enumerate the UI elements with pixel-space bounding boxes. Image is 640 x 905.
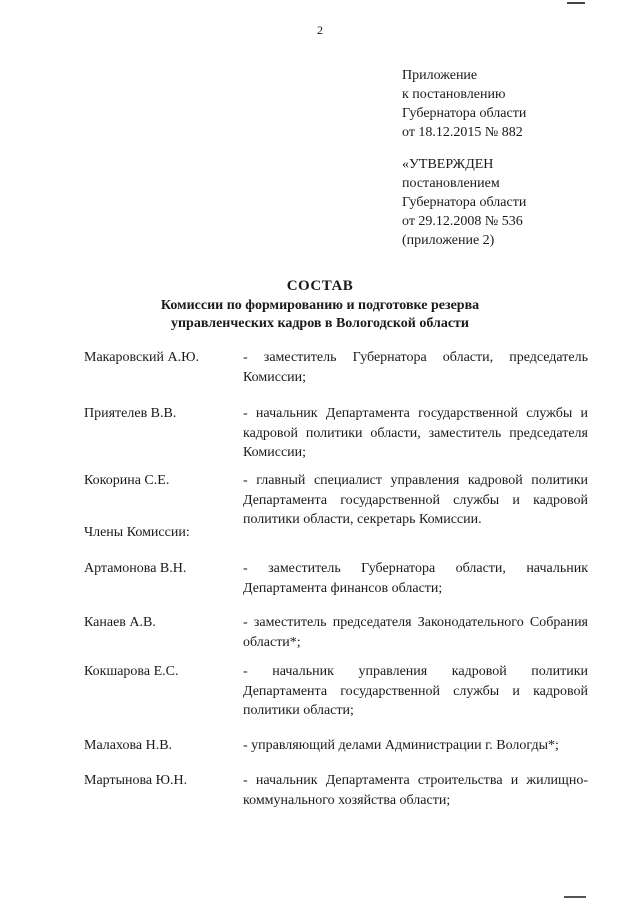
approved-line: «УТВЕРЖДЕН [402, 157, 494, 172]
member-role: - заместитель председателя Законодательного Собрания области*; [243, 615, 588, 650]
approved-line: постановлением [402, 176, 500, 191]
approved-block [402, 155, 526, 250]
document-title [0, 276, 640, 333]
appendix-line: Приложение [402, 68, 478, 83]
member-role: - заместитель Губернатора области, председатель Комиссии; [243, 350, 588, 385]
approved-line: (приложение 2) [402, 233, 495, 248]
page-number: 2 [317, 23, 323, 37]
member-role: - управляющий делами Администрации г. Вологды*; [243, 738, 559, 753]
member-role: - главный специалист управления кадровой политики Департамента государственной службы и кадровой политики области, секретарь Комиссии. [243, 473, 588, 527]
member-role: - начальник управления кадровой политики Департамента государственной службы и кадровой политики области; [243, 664, 588, 718]
member-name: Кокорина С.Е. [84, 473, 170, 488]
approved-line: Губернатора области [402, 195, 527, 210]
member-name: Приятелев В.В. [84, 406, 177, 421]
member-name: Артамонова В.Н. [84, 561, 187, 576]
appendix-line: от 18.12.2015 № 882 [402, 125, 523, 140]
approved-line: от 29.12.2008 № 536 [402, 214, 523, 229]
member-name: Мартынова Ю.Н. [84, 773, 188, 788]
title-subtitle-line: управленческих кадров в Вологодской области [170, 316, 469, 331]
member-name: Канаев А.В. [84, 615, 156, 630]
member-name: Макаровский А.Ю. [84, 350, 199, 365]
scan-corner-mark [567, 2, 585, 4]
members-label: Члены Комиссии: [84, 525, 190, 540]
appendix-line: к постановлению [402, 87, 506, 102]
member-name: Малахова Н.В. [84, 738, 173, 753]
member-role: - заместитель Губернатора области, начальник Департамента финансов области; [243, 561, 588, 596]
member-role: - начальник Департамента государственной службы и кадровой политики области, заместитель председателя Комиссии; [243, 406, 588, 460]
title-subtitle-line: Комиссии по формированию и подготовке резерва [160, 298, 480, 313]
scan-bottom-mark [564, 896, 586, 898]
title-main: СОСТАВ [286, 278, 354, 294]
appendix-line: Губернатора области [402, 106, 527, 121]
member-role: - начальник Департамента строительства и жилищно-коммунального хозяйства области; [243, 773, 588, 808]
member-name: Кокшарова Е.С. [84, 664, 179, 679]
appendix-block [402, 66, 526, 142]
